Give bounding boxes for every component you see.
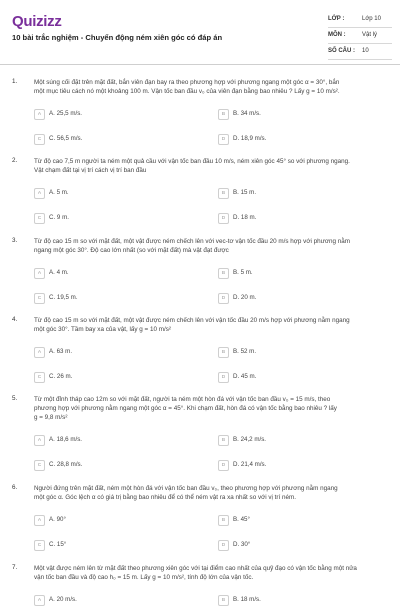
option-c[interactable] bbox=[34, 213, 182, 225]
option-text: D. 45 m. bbox=[233, 373, 257, 380]
question-text-line: Vật chạm đất tại vị trí cách vị trí ban đầu bbox=[34, 167, 147, 174]
option-text: D. 21,4 m/s. bbox=[233, 461, 267, 468]
option-letter-box[interactable]: A bbox=[34, 435, 45, 446]
option-a[interactable] bbox=[34, 435, 182, 447]
option-letter-box[interactable]: D bbox=[218, 540, 229, 551]
option-letter-box[interactable]: A bbox=[34, 347, 45, 358]
option-letter-box[interactable]: B bbox=[218, 435, 229, 446]
question-text bbox=[34, 316, 380, 334]
option-d[interactable] bbox=[218, 293, 366, 305]
question-text bbox=[34, 395, 380, 422]
option-letter-box[interactable]: B bbox=[218, 515, 229, 526]
option-letter-box[interactable]: B bbox=[218, 595, 229, 606]
option-letter-box[interactable]: A bbox=[34, 188, 45, 199]
option-c[interactable] bbox=[34, 134, 182, 146]
question-number: 7. bbox=[12, 564, 18, 571]
option-letter-box[interactable]: D bbox=[218, 460, 229, 471]
question-number: 3. bbox=[12, 237, 18, 244]
option-b[interactable] bbox=[218, 347, 366, 359]
question-text-line: một mục tiêu cách nó một khoảng 100 m. Vận tốc ban đầu v₀ của viên đạn bằng bao nhiêu ? Lấy g = 10 m/s². bbox=[34, 88, 340, 95]
option-d[interactable] bbox=[218, 540, 366, 552]
meta-value: Lớp 10 bbox=[362, 16, 381, 22]
meta-row-class bbox=[328, 12, 390, 28]
option-text: A. 63 m. bbox=[49, 348, 73, 355]
option-b[interactable] bbox=[218, 595, 366, 607]
option-text: C. 15° bbox=[49, 541, 67, 548]
question-number: 1. bbox=[12, 78, 18, 85]
option-letter-box[interactable]: C bbox=[34, 213, 45, 224]
option-text: A. 20 m/s. bbox=[49, 596, 77, 603]
question-text-line: Từ độ cao 15 m so với mặt đất, một vật được ném chếch lên với vec-tơ vận tốc đầu 20 m/s hợp với phương nằm bbox=[34, 238, 350, 245]
option-letter-box[interactable]: C bbox=[34, 372, 45, 383]
option-letter-box[interactable]: B bbox=[218, 268, 229, 279]
option-letter-box[interactable]: A bbox=[34, 515, 45, 526]
question-text-line: ngang một góc 30°. Độ cao lớn nhất (so với mặt đất) mà vật đạt được bbox=[34, 247, 229, 254]
question-number: 6. bbox=[12, 484, 18, 491]
option-text: B. 45° bbox=[233, 516, 250, 523]
question-text bbox=[34, 564, 380, 582]
option-d[interactable] bbox=[218, 134, 366, 146]
option-text: B. 24,2 m/s. bbox=[233, 436, 267, 443]
meta-row-count bbox=[328, 44, 390, 60]
option-text: A. 25,5 m/s. bbox=[49, 110, 83, 117]
option-d[interactable] bbox=[218, 372, 366, 384]
option-a[interactable] bbox=[34, 515, 182, 527]
option-d[interactable] bbox=[218, 460, 366, 472]
option-text: D. 20 m. bbox=[233, 294, 257, 301]
option-c[interactable] bbox=[34, 293, 182, 305]
meta-row-subject bbox=[328, 28, 390, 44]
option-letter-box[interactable]: A bbox=[34, 109, 45, 120]
question-text bbox=[34, 157, 380, 175]
option-b[interactable] bbox=[218, 435, 366, 447]
option-letter-box[interactable]: D bbox=[218, 293, 229, 304]
question-number: 4. bbox=[12, 316, 18, 323]
option-letter-box[interactable]: C bbox=[34, 540, 45, 551]
option-b[interactable] bbox=[218, 268, 366, 280]
question-text-line: Từ một đỉnh tháp cao 12m so với mặt đất, người ta ném một hòn đá với vận tốc ban đầu v₀ = 15 m/s, theo bbox=[34, 396, 331, 403]
option-b[interactable] bbox=[218, 515, 366, 527]
option-text: C. 26 m. bbox=[49, 373, 73, 380]
option-text: C. 28,8 m/s. bbox=[49, 461, 83, 468]
option-letter-box[interactable]: B bbox=[218, 347, 229, 358]
question-number: 5. bbox=[12, 395, 18, 402]
option-c[interactable] bbox=[34, 540, 182, 552]
option-a[interactable] bbox=[34, 347, 182, 359]
option-letter-box[interactable]: D bbox=[218, 213, 229, 224]
question-text-line: Một súng cối đặt trên mặt đất, bắn viên đạn bay ra theo phương hợp với phương ngang một góc α = 30°, bắn bbox=[34, 79, 340, 86]
option-letter-box[interactable]: D bbox=[218, 134, 229, 145]
option-d[interactable] bbox=[218, 213, 366, 225]
option-text: B. 5 m. bbox=[233, 269, 253, 276]
option-b[interactable] bbox=[218, 188, 366, 200]
question-text-line: Từ độ cao 7,5 m người ta ném một quả cầu với vận tốc ban đầu 10 m/s, ném xiên góc 45° so với phương ngang. bbox=[34, 158, 350, 165]
question-number: 2. bbox=[12, 157, 18, 164]
option-text: D. 18 m. bbox=[233, 214, 257, 221]
option-letter-box[interactable]: C bbox=[34, 293, 45, 304]
option-text: A. 90° bbox=[49, 516, 66, 523]
question-text bbox=[34, 78, 380, 96]
option-a[interactable] bbox=[34, 109, 182, 121]
question-text-line: một góc α. Góc lệch α có giá trị bằng bao nhiêu để có thể ném vật ra xa nhất so với vị trí ném. bbox=[34, 494, 297, 501]
option-text: A. 4 m. bbox=[49, 269, 69, 276]
option-letter-box[interactable]: A bbox=[34, 595, 45, 606]
page-header bbox=[0, 0, 400, 65]
option-a[interactable] bbox=[34, 595, 182, 607]
question-text-line: một góc 30°. Tầm bay xa của vật, lấy g = 10 m/s² bbox=[34, 326, 171, 333]
meta-label: MÔN : bbox=[328, 32, 346, 38]
option-text: B. 18 m/s. bbox=[233, 596, 261, 603]
meta-panel bbox=[328, 12, 390, 60]
meta-label: SỐ CÂU : bbox=[328, 48, 355, 54]
option-a[interactable] bbox=[34, 268, 182, 280]
option-text: B. 15 m. bbox=[233, 189, 257, 196]
option-text: C. 19,5 m. bbox=[49, 294, 78, 301]
question-text bbox=[34, 237, 380, 255]
page-title: 10 bài trắc nghiệm - Chuyển động ném xiên góc có đáp án bbox=[12, 33, 223, 42]
option-b[interactable] bbox=[218, 109, 366, 121]
meta-value: 10 bbox=[362, 48, 369, 54]
option-text: B. 52 m. bbox=[233, 348, 257, 355]
option-letter-box[interactable]: B bbox=[218, 188, 229, 199]
option-text: C. 9 m. bbox=[49, 214, 69, 221]
option-text: D. 30° bbox=[233, 541, 251, 548]
option-letter-box[interactable]: C bbox=[34, 134, 45, 145]
option-c[interactable] bbox=[34, 460, 182, 472]
meta-underline bbox=[328, 59, 392, 60]
meta-value: Vật lý bbox=[362, 32, 378, 38]
option-a[interactable] bbox=[34, 188, 182, 200]
option-letter-box[interactable]: C bbox=[34, 460, 45, 471]
question-text-line: Một vật được ném lên từ mặt đất theo phương xiên góc với tại điểm cao nhất của quỹ đạo có vận tốc bằng một nửa bbox=[34, 565, 357, 572]
option-text: A. 18,6 m/s. bbox=[49, 436, 83, 443]
question-text-line: vận tốc ban đầu và độ cao h₀ = 15 m. Lấy g = 10 m/s², tính độ lớn của vận tốc. bbox=[34, 574, 254, 581]
option-c[interactable] bbox=[34, 372, 182, 384]
question-text-line: phương hợp với phương nằm ngang một góc α = 45°. Khi chạm đất, hòn đá có vận tốc bằng bao nhiêu ? lấy bbox=[34, 405, 337, 412]
question-text-line: g = 9,8 m/s² bbox=[34, 414, 68, 421]
option-text: A. 5 m. bbox=[49, 189, 69, 196]
question-text-line: Từ độ cao 15 m so với mặt đất, một vật được ném chếch lên với vận tốc đầu 20 m/s hợp với phương nằm ngang bbox=[34, 317, 350, 324]
question-text bbox=[34, 484, 380, 502]
option-letter-box[interactable]: D bbox=[218, 372, 229, 383]
option-text: B. 34 m/s. bbox=[233, 110, 261, 117]
option-text: C. 56,5 m/s. bbox=[49, 135, 83, 142]
quizizz-logo: Quizizz bbox=[12, 13, 62, 30]
option-letter-box[interactable]: A bbox=[34, 268, 45, 279]
meta-label: LỚP : bbox=[328, 16, 345, 22]
option-text: D. 18,9 m/s. bbox=[233, 135, 267, 142]
option-letter-box[interactable]: B bbox=[218, 109, 229, 120]
question-text-line: Người đứng trên mặt đất, ném một hòn đá với vận tốc ban đầu v₀, theo phương hợp với phương nằm ngang bbox=[34, 485, 338, 492]
